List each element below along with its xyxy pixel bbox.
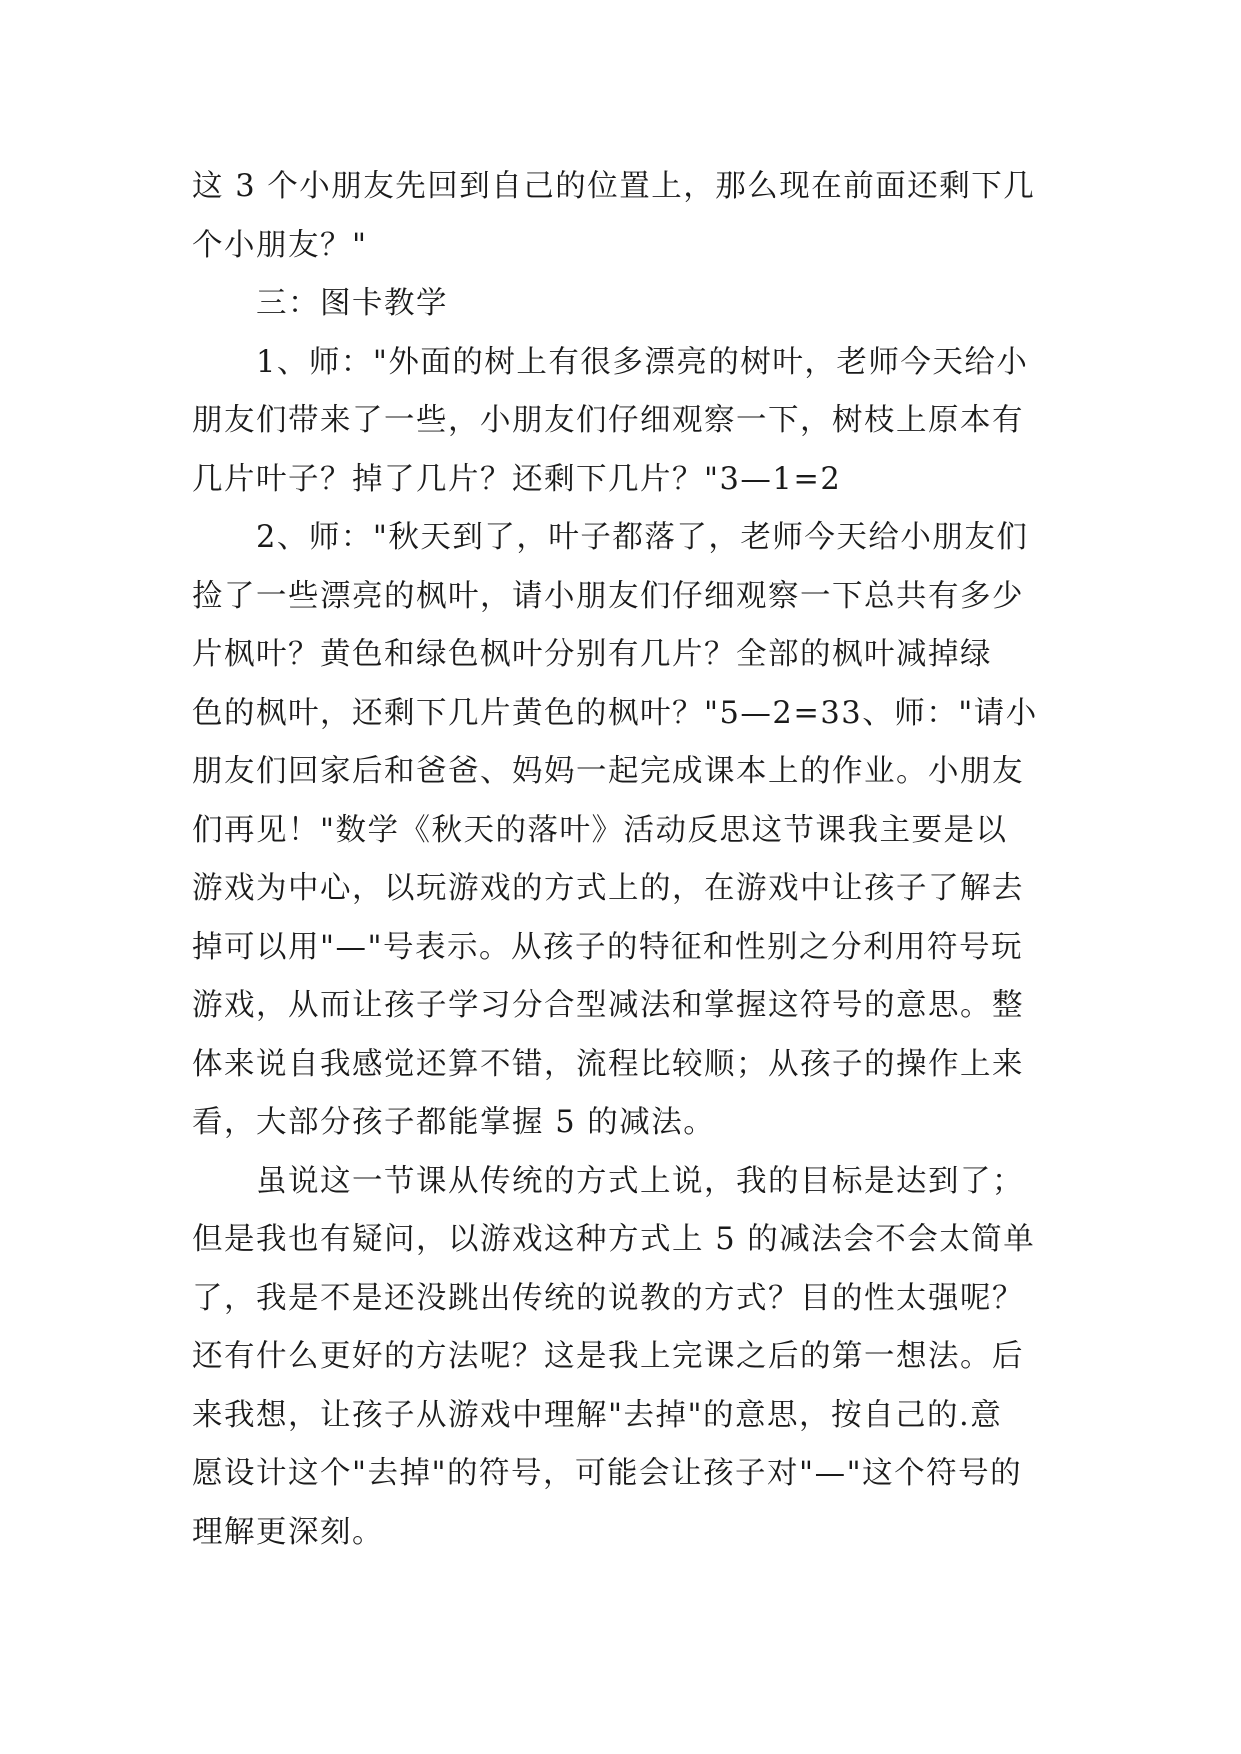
text-line: 体来说自我感觉还算不错，流程比较顺；从孩子的操作上来 — [192, 1046, 1024, 1082]
text-line: 还有什么更好的方法呢？这是我上完课之后的第一想法。后 — [192, 1339, 1024, 1374]
text-line: 看，大部分孩子都能掌握 5 的减法。 — [192, 1105, 716, 1140]
text-line: 色的枫叶，还剩下几片黄色的枫叶？"5—2=33、师："请小 — [192, 695, 1038, 731]
text-line: 理解更深刻。 — [192, 1514, 384, 1550]
section-heading: 三：图卡教学 — [256, 286, 448, 321]
text-line: 片枫叶？黄色和绿色枫叶分别有几片？全部的枫叶减掉绿 — [192, 637, 992, 672]
text-line: 朋友们回家后和爸爸、妈妈一起完成课本上的作业。小朋友 — [192, 754, 1024, 789]
text-line: 们再见！"数学《秋天的落叶》活动反思这节课我主要是以 — [192, 812, 1008, 848]
text-line: 1、师："外面的树上有很多漂亮的树叶，老师今天给小 — [256, 344, 1029, 380]
text-line: 虽说这一节课从传统的方式上说，我的目标是达到了； — [256, 1163, 1024, 1199]
text-line: 游戏为中心，以玩游戏的方式上的，在游戏中让孩子了解去 — [192, 871, 1024, 906]
text-line: 朋友们带来了一些，小朋友们仔细观察一下，树枝上原本有 — [192, 403, 1024, 438]
text-line: 来我想，让孩子从游戏中理解"去掉"的意思，按自己的.意 — [192, 1397, 1003, 1433]
text-line: 几片叶子？掉了几片？还剩下几片？"3—1=2 — [192, 461, 842, 497]
text-line: 捡了一些漂亮的枫叶，请小朋友们仔细观察一下总共有多少 — [192, 578, 1024, 614]
text-line: 2、师："秋天到了，叶子都落了，老师今天给小朋友们 — [256, 520, 1029, 555]
text-line: 个小朋友？" — [192, 227, 368, 263]
text-line: 这 3 个小朋友先回到自己的位置上，那么现在前面还剩下几 — [192, 169, 1036, 204]
text-line: 但是我也有疑问，以游戏这种方式上 5 的减法会不会太简单 — [192, 1222, 1036, 1257]
text-line: 愿设计这个"去掉"的符号，可能会让孩子对"—"这个符号的 — [192, 1456, 1023, 1491]
text-line: 了，我是不是还没跳出传统的说教的方式？目的性太强呢？ — [192, 1280, 1024, 1316]
body-text — [192, 158, 1052, 1562]
text-line: 游戏，从而让孩子学习分合型减法和掌握这符号的意思。整 — [192, 988, 1024, 1023]
text-line: 掉可以用"—"号表示。从孩子的特征和性别之分利用符号玩 — [192, 929, 1024, 965]
